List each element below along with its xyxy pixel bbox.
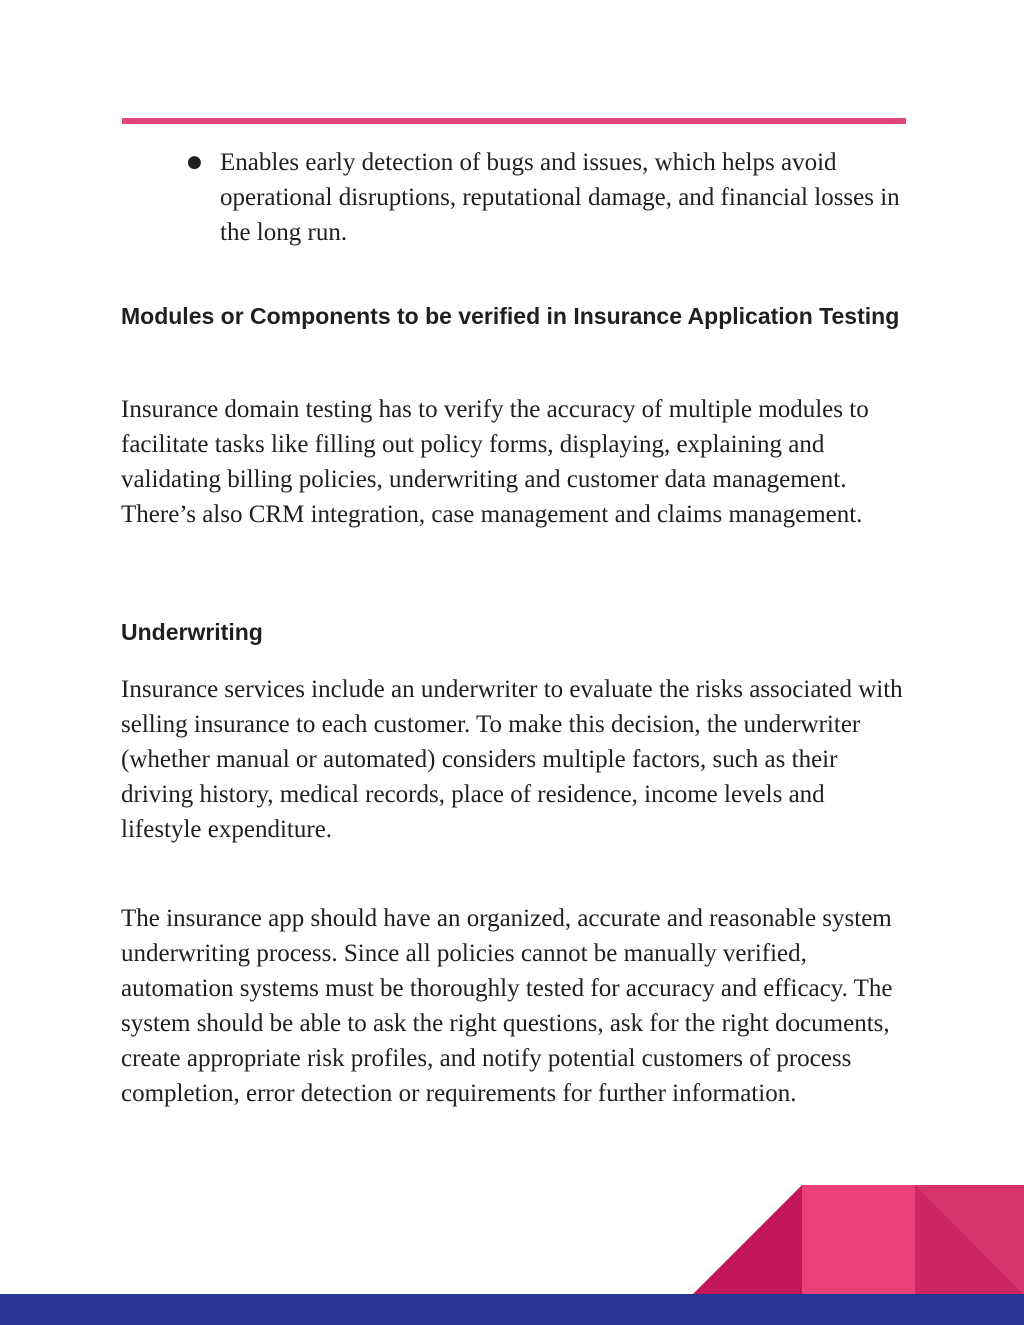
deco-dark-triangle bbox=[692, 1185, 802, 1295]
modules-paragraph: Insurance domain testing has to verify the accuracy of multiple modules to facilitate tasks like filling out policy forms, displaying, explaining and validating billing policies, underwriting and customer data management. There’s also CRM integration, case management and claims management. bbox=[121, 396, 869, 528]
top-accent-rule bbox=[122, 118, 906, 124]
deco-pink-block bbox=[802, 1185, 915, 1295]
bullet-text: Enables early detection of bugs and issues, which helps avoid operational disruptions, reputational damage, and financial losses in the long run. bbox=[220, 149, 900, 246]
bullet-dot-icon: ● bbox=[187, 152, 202, 172]
modules-heading: Modules or Components to be verified in Insurance Application Testing bbox=[121, 303, 900, 329]
bullet-list bbox=[187, 145, 907, 250]
bullet-item bbox=[187, 145, 907, 250]
underwriting-paragraph-1: Insurance services include an underwriter to evaluate the risks associated with selling insurance to each customer. To make this decision, the underwriter (whether manual or automated) considers multiple factors, such as their driving history, medical records, place of residence, income levels and lifestyle expenditure. bbox=[121, 676, 903, 843]
underwriting-heading: Underwriting bbox=[121, 619, 263, 645]
underwriting-paragraph-2: The insurance app should have an organized, accurate and reasonable system underwriting process. Since all policies cannot be manually verified, automation systems must be thoroughly tested for accuracy and efficacy. The system should be able to ask the right questions, ask for the right documents, create appropriate risk profiles, and notify potential customers of process completion, error detection or requirements for further information. bbox=[121, 905, 893, 1107]
footer-bar bbox=[0, 1294, 1024, 1325]
